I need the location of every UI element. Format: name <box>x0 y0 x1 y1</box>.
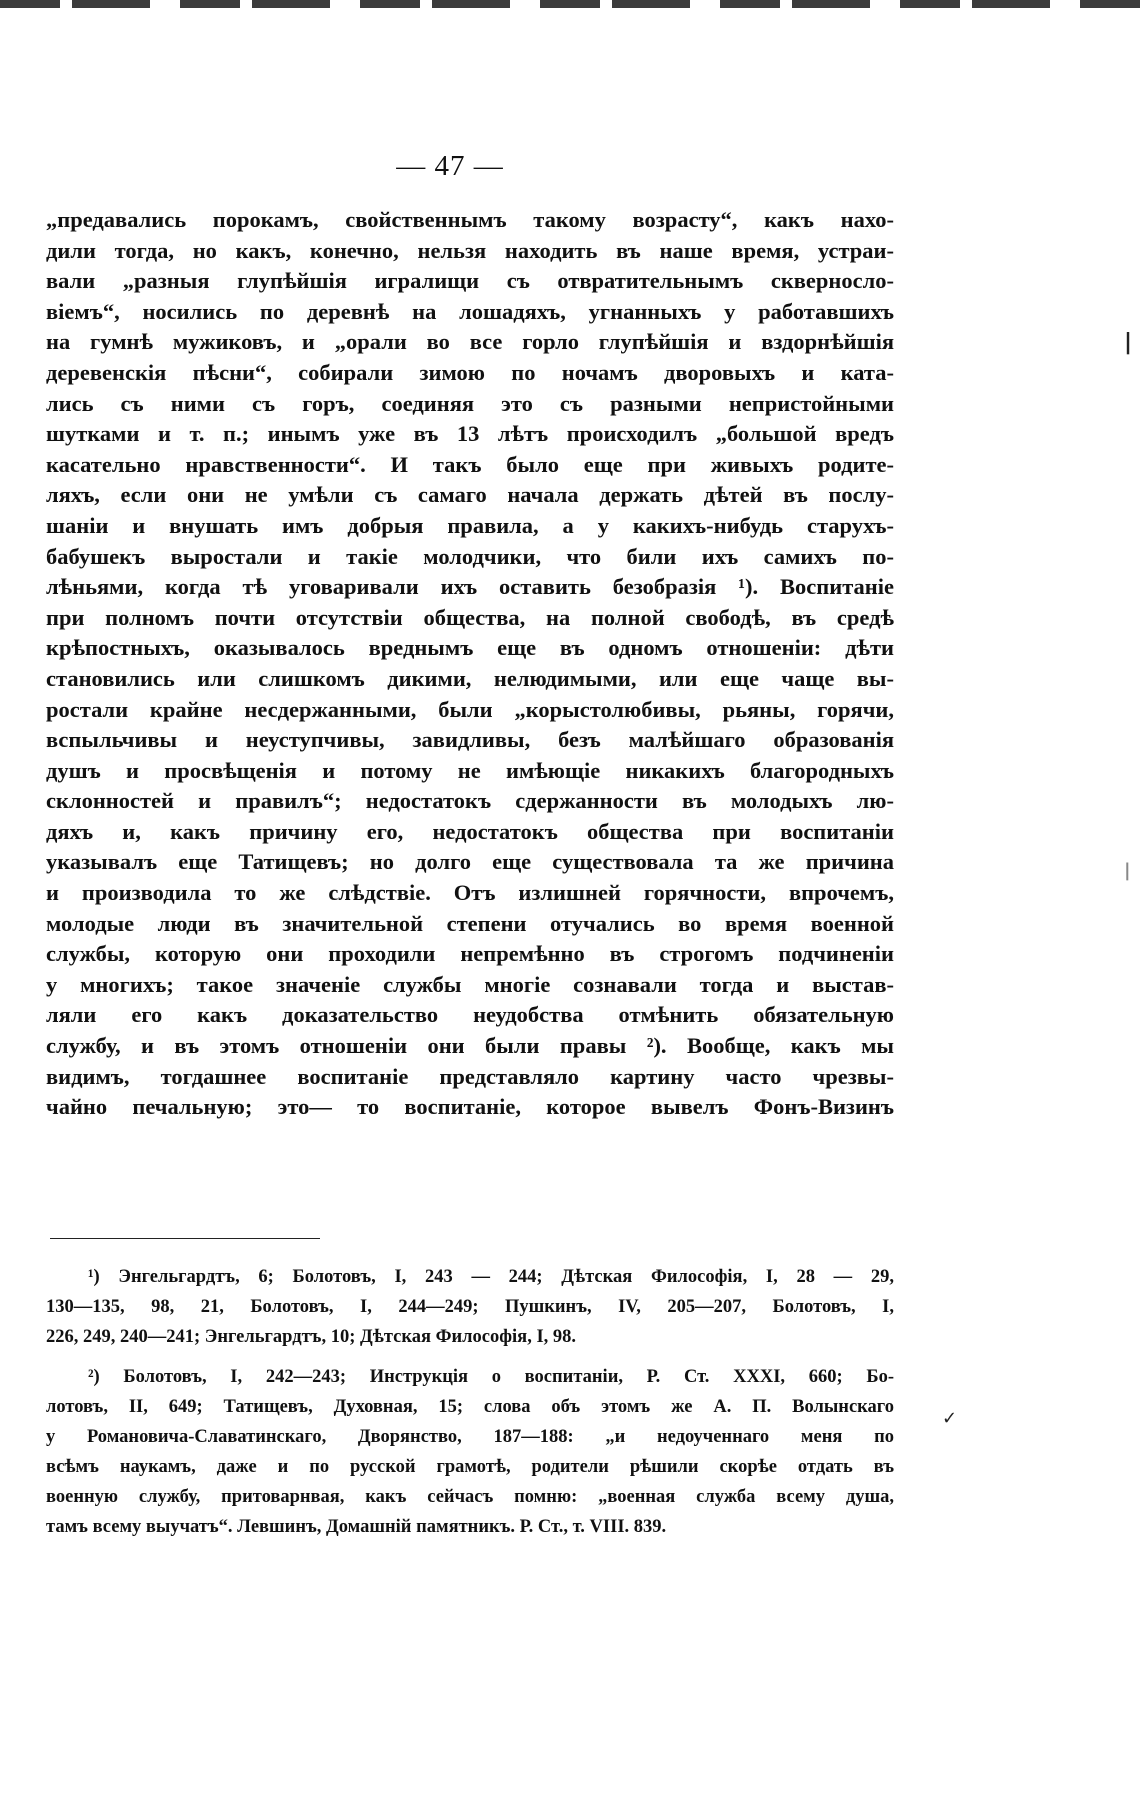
margin-mark: | <box>1124 330 1133 355</box>
text-line: дили тогда, но какъ, конечно, нельзя находить въ наше время, устраи- <box>46 237 894 263</box>
footnote-separator <box>50 1238 320 1239</box>
footnote-2-line: всѣмъ наукамъ, даже и по русской грамотѣ, родители рѣшили скорѣе отдать въ <box>46 1457 894 1477</box>
text-line: склонностей и правилъ“; недостатокъ сдержанности въ молодыхъ лю- <box>46 788 894 814</box>
text-line: чайно печальную; это— то воспитаніе, которое вывелъ Фонъ-Визинъ <box>46 1094 894 1120</box>
text-line: у многихъ; такое значеніе службы многіе сознавали тогда и выстав- <box>46 971 894 997</box>
footnote-1-line: 130—135, 98, 21, Болотовъ, I, 244—249; Пушкинъ, IV, 205—207, Болотовъ, I, <box>46 1297 894 1317</box>
scan-top-edge <box>0 0 1140 8</box>
text-line: „предавались порокамъ, свойственнымъ такому возрасту“, какъ нахо- <box>46 207 894 232</box>
footnote-1-line: 226, 249, 240—241; Энгельгардтъ, 10; Дѣтская Философія, I, 98. <box>46 1327 577 1347</box>
footnotes <box>46 1262 894 1542</box>
footnote-2-line: у Романовича-Славатинскаго, Дворянство, 187—188: „и недоученнаго меня по <box>46 1427 894 1447</box>
text-line: ростали крайне несдержанными, были „корыстолюбивы, рьяны, горячи, <box>46 696 894 722</box>
text-line: душъ и просвѣщенія и потому не имѣющіе никакихъ благородныхъ <box>46 757 894 783</box>
text-line: молодые люди въ значительной степени отучались во время военной <box>46 910 894 936</box>
text-line: указывалъ еще Татищевъ; но долго еще существовала та же причина <box>46 849 894 875</box>
page-number: — 47 — <box>396 150 504 182</box>
text-line: крѣпостныхъ, оказывалось вреднымъ еще въ одномъ отношеніи: дѣти <box>46 635 894 661</box>
margin-tick: ✓ <box>942 1408 958 1429</box>
footnote-2-line: тамъ всему выучатъ“. Левшинъ, Домашній памятникъ. Р. Ст., т. VIII. 839. <box>46 1517 667 1537</box>
text-line: касательно нравственности“. И такъ было еще при живыхъ родите- <box>46 451 894 477</box>
text-line: ляли его какъ доказательство неудобства отмѣнить обязательную <box>46 1002 894 1028</box>
footnote-2-line: лотовъ, II, 649; Татищевъ, Духовная, 15; слова объ этомъ же А. П. Волынскаго <box>46 1397 894 1417</box>
text-line: службу, и въ этомъ отношеніи они были правы ²). Вообще, какъ мы <box>46 1033 894 1059</box>
text-line: деревенскія пѣсни“, собирали зимою по ночамъ дворовыхъ и ката- <box>46 359 894 385</box>
text-line: и производила то же слѣдствіе. Отъ излишней горячности, впрочемъ, <box>46 880 894 906</box>
text-line: бабушекъ выростали и такіе молодчики, что били ихъ самихъ по- <box>46 543 894 569</box>
main-text <box>46 205 894 1123</box>
margin-mark: | <box>1124 860 1131 881</box>
text-line: шутками и т. п.; инымъ уже въ 13 лѣтъ происходилъ „большой вредъ <box>46 421 894 447</box>
footnote-1-line: ¹) Энгельгардтъ, 6; Болотовъ, I, 243 — 244; Дѣтская Философія, I, 28 — 29, <box>88 1267 894 1287</box>
text-line: становились или слишкомъ дикими, нелюдимыми, или еще чаще вы- <box>46 665 894 691</box>
text-line: шаніи и внушать имъ добрыя правила, а у какихъ-нибудь старухъ- <box>46 512 894 538</box>
text-line: лись съ ними съ горъ, соединяя это съ разными непристойными <box>46 390 894 416</box>
text-line: ляхъ, если они не умѣли съ самаго начала держать дѣтей въ послу- <box>46 482 894 508</box>
text-line: дяхъ и, какъ причину его, недостатокъ общества при воспитаніи <box>46 818 894 844</box>
text-line: віемъ“, носились по деревнѣ на лошадяхъ, угнанныхъ у работавшихъ <box>46 298 894 324</box>
text-line: вспыльчивы и неуступчивы, завидливы, безъ малѣйшаго образованія <box>46 727 894 753</box>
text-line: службы, которую они проходили непремѣнно въ строгомъ подчиненіи <box>46 941 894 967</box>
text-line: при полномъ почти отсутствіи общества, на полной свободѣ, въ средѣ <box>46 604 894 630</box>
text-line: видимъ, тогдашнее воспитаніе представляло картину часто чрезвы- <box>46 1063 894 1089</box>
text-line: вали „разныя глупѣйшія игралищи съ отвратительнымъ сквернослo- <box>46 268 894 294</box>
footnote-2-line: ²) Болотовъ, I, 242—243; Инструкція о воспитаніи, Р. Ст. XXXI, 660; Бо- <box>88 1367 894 1387</box>
footnote-2-line: военную службу, притоварнвая, какъ сейчасъ помню: „военная служба всему душа, <box>46 1487 894 1507</box>
text-line: на гумнѣ мужиковъ, и „орали во все горло глупѣйшія и вздорнѣйшія <box>46 329 894 355</box>
text-line: лѣньями, когда тѣ уговаривали ихъ оставить безобразія ¹). Воспитаніе <box>46 574 894 600</box>
footnote-gap <box>46 1352 894 1362</box>
